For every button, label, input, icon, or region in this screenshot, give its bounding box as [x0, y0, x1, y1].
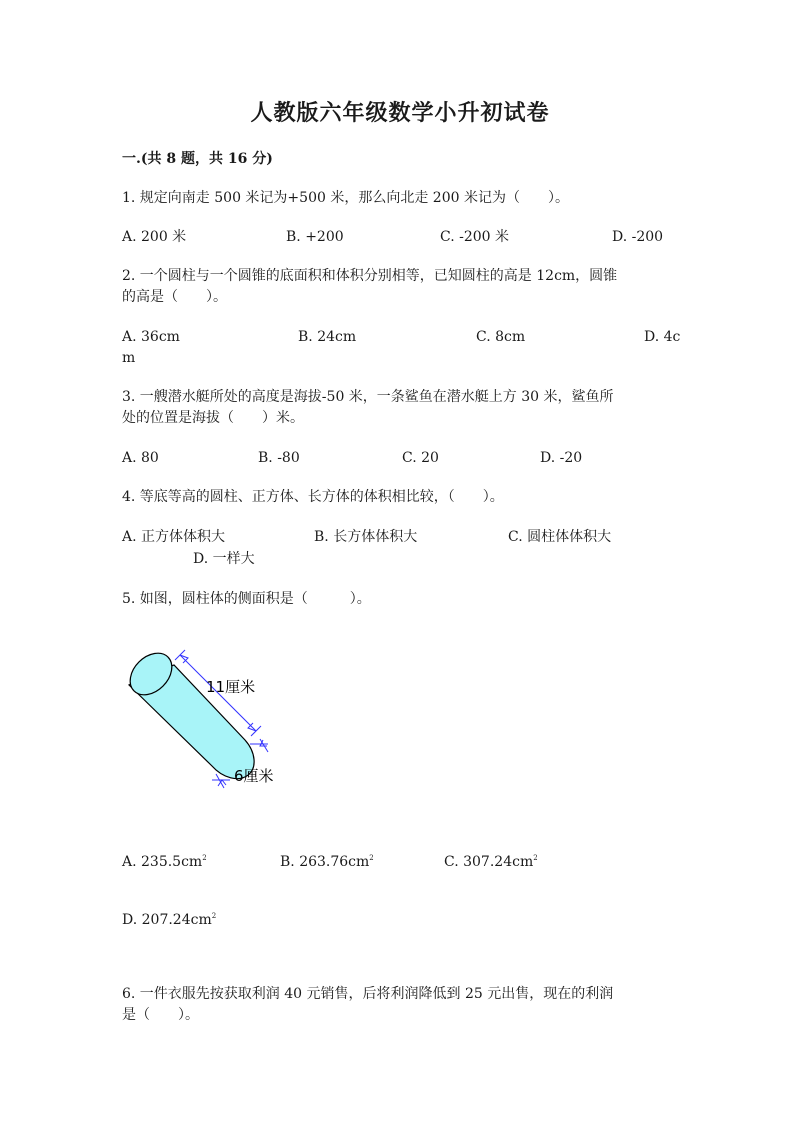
question-3-option-a: A. 80 — [122, 450, 159, 466]
question-5-option-c — [444, 848, 538, 872]
question-6-text-line-2: 是（ ）。 — [122, 1007, 199, 1023]
question-1-option-b: B. +200 — [286, 229, 344, 245]
question-4-text: 4. 等底等高的圆柱、正方体、长方体的体积相比较，（ ）。 — [122, 489, 504, 505]
question-4-option-d: D. 一样大 — [193, 551, 255, 567]
question-5-option-a — [122, 848, 207, 872]
question-2-text-line-1: 2. 一个圆柱与一个圆锥的底面积和体积分别相等，已知圆柱的高是 12cm，圆锥 — [122, 268, 618, 284]
square-superscript: 2 — [211, 912, 217, 920]
question-3-text-line-2: 处的位置是海拔（ ）米。 — [122, 410, 304, 426]
question-3-option-b: B. -80 — [258, 450, 300, 466]
question-3-option-c: C. 20 — [402, 450, 439, 466]
question-5-text: 5. 如图，圆柱体的侧面积是（ ）。 — [122, 591, 371, 607]
square-superscript: 2 — [533, 854, 538, 862]
question-1-option-d: D. -200 — [612, 229, 664, 245]
question-4-option-b: B. 长方体体积大 — [314, 529, 418, 545]
question-1-option-c: C. -200 米 — [440, 229, 510, 245]
question-2-option-d: D. 4c — [644, 329, 681, 345]
length-label: 11厘米 — [206, 678, 256, 696]
question-6-text-line-1: 6. 一件衣服先按获取利润 40 元销售，后将利润降低到 25 元出售，现在的利润 — [122, 986, 614, 1002]
question-2-option-d-wrap: m — [122, 350, 136, 366]
question-5-option-c-text: C. 307.24cm — [444, 854, 534, 870]
diameter-label: 6厘米 — [234, 767, 274, 785]
question-1-option-a: A. 200 米 — [122, 229, 187, 245]
question-1-text: 1. 规定向南走 500 米记为+500 米，那么向北走 200 米记为（ ）。 — [122, 190, 569, 206]
question-5-option-b — [280, 848, 374, 872]
cylinder-diagram — [118, 640, 298, 810]
question-5-option-d-text: D. 207.24cm — [122, 912, 212, 928]
question-4-option-a: A. 正方体体积大 — [122, 529, 226, 545]
square-superscript: 2 — [202, 854, 207, 862]
page-title: 人教版六年级数学小升初试卷 — [250, 100, 550, 126]
square-superscript: 2 — [369, 854, 374, 862]
question-5-option-b-text: B. 263.76cm — [280, 854, 370, 870]
question-5-option-d — [122, 906, 216, 930]
cylinder-figure — [118, 640, 298, 810]
question-2-option-b: B. 24cm — [298, 329, 357, 345]
section-heading: 一.(共 8 题，共 16 分) — [122, 151, 273, 167]
question-3-text-line-1: 3. 一艘潜水艇所处的高度是海拔-50 米，一条鲨鱼在潜水艇上方 30 米，鲨鱼所 — [122, 389, 614, 405]
question-2-option-a: A. 36cm — [122, 329, 180, 345]
question-3-option-d: D. -20 — [540, 450, 583, 466]
question-2-option-c: C. 8cm — [476, 329, 526, 345]
question-2-text-line-2: 的高是（ ）。 — [122, 289, 227, 305]
question-4-option-c: C. 圆柱体体积大 — [508, 529, 612, 545]
question-5-option-a-text: A. 235.5cm — [122, 854, 203, 870]
